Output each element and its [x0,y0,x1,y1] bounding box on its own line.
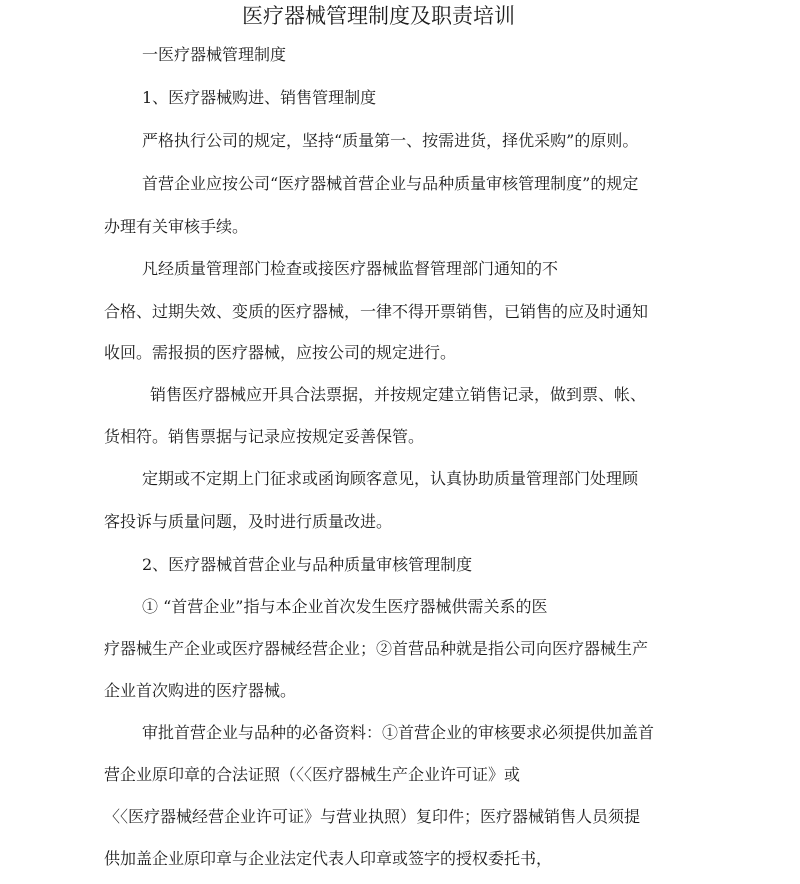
paragraph-line: 供加盖企业原印章与企业法定代表人印章或签字的授权委托书， [104,849,553,868]
section-heading: 一医疗器械管理制度 [142,45,287,64]
paragraph-line: 严格执行公司的规定，坚持“质量第一、按需进货，择优采购”的原则。 [142,131,639,150]
paragraph-line: 客投诉与质量问题，及时进行质量改进。 [104,512,393,531]
paragraph-line: ① “首营企业”指与本企业首次发生医疗器械供需关系的医 [142,597,548,616]
paragraph-line: 〈〈医疗器械经营企业许可证》与营业执照）复印件；医疗器械销售人员须提 [104,807,641,826]
paragraph-line: 货相符。销售票据与记录应按规定妥善保管。 [104,427,425,446]
paragraph-line: 审批首营企业与品种的必备资料：①首营企业的审核要求必须提供加盖首 [142,723,655,742]
paragraph-line: 收回。需报损的医疗器械，应按公司的规定进行。 [104,343,457,362]
paragraph-line: 定期或不定期上门征求或函询顾客意见，认真协助质量管理部门处理顾 [142,469,639,488]
subsection-heading-1: 1、医疗器械购进、销售管理制度 [142,88,377,107]
paragraph-line: 首营企业应按公司“医疗器械首营企业与品种质量审核管理制度”的规定 [142,174,639,193]
paragraph-line: 凡经质量管理部门检查或接医疗器械监督管理部门通知的不 [142,259,559,278]
paragraph-line: 合格、过期失效、变质的医疗器械，一律不得开票销售，已销售的应及时通知 [104,302,649,321]
paragraph-line: 疗器械生产企业或医疗器械经营企业；②首营品种就是指公司向医疗器械生产 [104,639,649,658]
paragraph-line: 企业首次购进的医疗器械。 [104,681,297,700]
document-title: 医疗器械管理制度及职责培训 [242,4,515,28]
paragraph-line: 销售医疗器械应开具合法票据，并按规定建立销售记录，做到票、帐、 [150,385,647,404]
paragraph-line: 营企业原印章的合法证照（〈〈医疗器械生产企业许可证》或 [104,765,521,784]
subsection-heading-2: 2、医疗器械首营企业与品种质量审核管理制度 [142,555,473,574]
paragraph-line: 办理有关审核手续。 [104,217,249,236]
